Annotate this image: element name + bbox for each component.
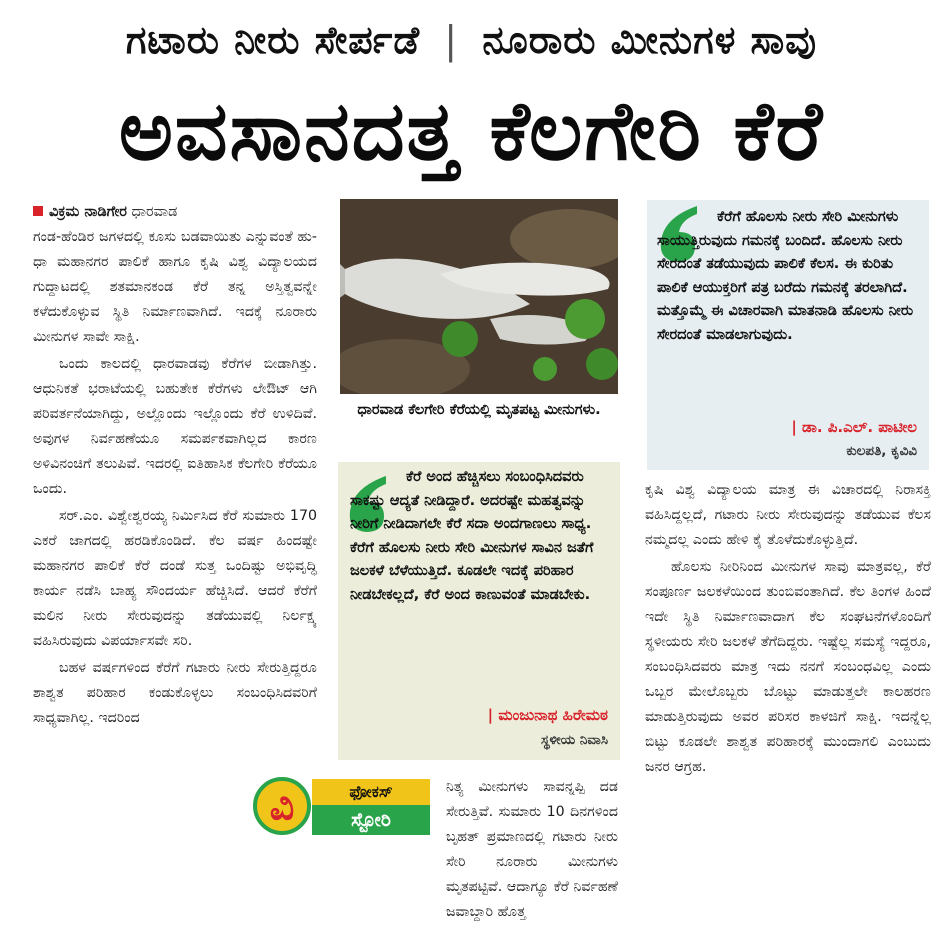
badge-story: ಸ್ಟೋರಿ xyxy=(312,805,430,835)
col1-paragraph-1: ಗಂಡ-ಹೆಂಡಿರ ಜಗಳದಲ್ಲಿ ಕೂಸು ಬಡವಾಯಿತು ಎನ್ನುವಂತೆ ಹು-ಧಾ ಮಹಾನಗರ ಪಾಲಿಕೆ ಹಾಗೂ ಕೃಷಿ ವಿಶ್ವ ವಿದ್ಯಾಲಯದ ಗುದ್ದಾಟದಲ್ಲಿ ಶತಮಾನಕಂಡ ಕೆರೆ ತನ್ನ ಅಸ್ತಿತ್ವವನ್ನೇ ಕಳೆದುಕೊಳ್ಳುವ ಸ್ಥಿತಿ ನಿರ್ಮಾಣವಾಗಿದೆ. ಇದಕ್ಕೆ ನೂರಾರು ಮೀನುಗಳ ಸಾವೇ ಸಾಕ್ಷಿ. xyxy=(33,229,317,345)
col1-paragraph-2: ಒಂದು ಕಾಲದಲ್ಲಿ ಧಾರವಾಡವು ಕೆರೆಗಳ ಬೀಡಾಗಿತ್ತು. ಆಧುನಿಕತೆ ಭರಾಟೆಯಲ್ಲಿ ಬಹುತೇಕ ಕೆರೆಗಳು ಲೇಔಟ್ ಆಗಿ ಪರಿವರ್ತನೆಯಾಗಿದ್ದು, ಅಲ್ಲೊಂದು ಇಲ್ಲೊಂದು ಕೆರೆ ಉಳಿದಿವೆ. ಅವುಗಳ ನಿರ್ವಹಣೆಯೂ ಸಮರ್ಪಕವಾಗಿಲ್ಲದ ಕಾರಣ ಅಳಿವಿನಂಚಿಗೆ ತಲುಪಿವೆ. ಇದರಲ್ಲಿ ಐತಿಹಾಸಿಕ ಕೆಲಗೇರಿ ಕೆರೆಯೂ ಒಂದು. xyxy=(33,356,317,497)
vk-badge xyxy=(253,777,311,835)
quote-resident-text: ಕೆರೆ ಅಂದ ಹೆಚ್ಚಿಸಲು ಸಂಬಂಧಿಸಿದವರು ಸಾಕಷ್ಟು ಆದ್ಯತೆ ನೀಡಿದ್ದಾರೆ. ಅದರಷ್ಟೇ ಮಹತ್ವವನ್ನು ನೀರಿಗೆ ನೀಡಿದಾಗಲೇ ಕೆರೆ ಸದಾ ಅಂದಗಾಣಲು ಸಾಧ್ಯ. ಕೆರೆಗೆ ಹೊಲಸು ನೀರು ಸೇರಿ ಮೀನುಗಳ ಸಾವಿನ ಜತೆಗೆ ಜಲಕಳೆ ಬೆಳೆಯುತ್ತಿದೆ. ಕೂಡಲೇ ಇದಕ್ಕೆ ಪರಿಹಾರ ನೀಡಬೇಕಲ್ಲದೆ, ಕೆರೆ ಅಂದ ಕಾಣುವಂತೆ ಮಾಡಬೇಕು. xyxy=(350,469,594,603)
byline-marker-icon xyxy=(33,206,43,216)
quote-box-vc xyxy=(647,200,929,470)
column-3 xyxy=(645,478,931,782)
byline xyxy=(33,200,317,225)
kicker-separator: | xyxy=(444,18,459,62)
column-2 xyxy=(446,775,618,927)
column-1 xyxy=(33,200,317,733)
col1-paragraph-3: ಸರ್.ಎಂ. ವಿಶ್ವೇಶ್ವರಯ್ಯ ನಿರ್ಮಿಸಿದ ಕೆರೆ ಸುಮಾರು 170 ಎಕರೆ ಜಾಗದಲ್ಲಿ ಹರಡಿಕೊಂಡಿದೆ. ಕೆಲ ವರ್ಷ ಹಿಂದಷ್ಟೇ ಮಹಾನಗರ ಪಾಲಿಕೆ ಕೆರೆ ದಂಡೆ ಸುತ್ತ ಒಂದಿಷ್ಟು ಅಭಿವೃದ್ಧಿ ಕಾರ್ಯ ನಡೆಸಿ ಬಾಹ್ಯ ಸೌಂದರ್ಯ ಹೆಚ್ಚಿಸಿದೆ. ಆದರೆ ಕೆರೆಗೆ ಮಲಿನ ನೀರು ಸೇರುವುದನ್ನು ತಡೆಯುವಲ್ಲಿ ನಿರ್ಲಕ್ಷ್ಯ ವಹಿಸಿರುವುದು ವಿಪರ್ಯಾಸವೇ ಸರಿ. xyxy=(33,508,317,649)
kicker xyxy=(0,12,943,68)
quote-vc-role: ಕುಲಪತಿ, ಕೃವಿವಿ xyxy=(846,443,917,459)
photo-caption: ಧಾರವಾಡ ಕೆಲಗೇರಿ ಕೆರೆಯಲ್ಲಿ ಮೃತಪಟ್ಟ ಮೀನುಗಳು. xyxy=(357,402,601,418)
badge-letter: ವಿ xyxy=(269,784,295,828)
col3-paragraph-2: ಹೊಲಸು ನೀರಿನಿಂದ ಮೀನುಗಳ ಸಾವು ಮಾತ್ರವಲ್ಲ, ಕೆರೆ ಸಂಪೂರ್ಣ ಜಲಕಳೆಯಿಂದ ತುಂಬಿವಂತಾಗಿದೆ. ಕೆಲ ತಿಂಗಳ ಹಿಂದೆ ಇದೇ ಸ್ಥಿತಿ ನಿರ್ಮಾಣವಾದಾಗ ಕೆಲ ಸಂಘಟನೆಗಳೊಂದಿಗೆ ಸ್ಥಳೀಯರು ಸೇರಿ ಜಲಕಳೆ ತೆಗೆದಿದ್ದರು. ಇಷ್ಟೆಲ್ಲ ಸಮಸ್ಯೆ ಇದ್ದರೂ, ಸಂಬಂಧಿಸಿದವರು ಮಾತ್ರ ಇದು ನನಗೆ ಸಂಬಂಧವಿಲ್ಲ ಎಂದು ಒಬ್ಬರ ಮೇಲೊಬ್ಬರು ಬೊಟ್ಟು ಮಾಡುತ್ತಲೇ ಕಾಲಹರಣ ಮಾಡುತ್ತಿರುವುದು ಅವರ ಪರಿಸರ ಕಾಳಜಿಗೆ ಸಾಕ್ಷಿ. ಇದನ್ನೆಲ್ಲ ಬಿಟ್ಟು ಕೂಡಲೇ ಶಾಶ್ವತ ಪರಿಹಾರಕ್ಕೆ ಮುಂದಾಗಲಿ ಎಂಬುದು ಜನರ ಆಗ್ರಹ. xyxy=(645,559,931,775)
quote-vc-text: ಕೆರೆಗೆ ಹೊಲಸು ನೀರು ಸೇರಿ ಮೀನುಗಳು ಸಾಯುತ್ತಿರುವುದು ಗಮನಕ್ಕೆ ಬಂದಿದೆ. ಹೊಲಸು ನೀರು ಸೇರದಂತೆ ತಡೆಯುವುದು ಪಾಲಿಕೆ ಕೆಲಸ. ಈ ಕುರಿತು ಪಾಲಿಕೆ ಆಯುಕ್ತರಿಗೆ ಪತ್ರ ಬರೆದು ಗಮನಕ್ಕೆ ತರಲಾಗಿದೆ. ಮತ್ತೊಮ್ಮೆ ಈ ವಿಚಾರವಾಗಿ ಮಾತನಾಡಿ ಹೊಲಸು ನೀರು ಸೇರದಂತೆ ಮಾಡಲಾಗುವುದು. xyxy=(657,209,914,343)
headline: ಅವಸಾನದತ್ತ ಕೆಲಗೇರಿ ಕೆರೆ xyxy=(118,84,825,179)
col2-paragraph-1: ನಿತ್ಯ ಮೀನುಗಳು ಸಾವನ್ನಪ್ಪಿ ದಡ ಸೇರುತ್ತಿವೆ. ಸುಮಾರು 10 ದಿನಗಳಿಂದ ಬೃಹತ್ ಪ್ರಮಾಣದಲ್ಲಿ ಗಟಾರು ನೀರು ಸೇರಿ ನೂರಾರು ಮೀನುಗಳು ಮೃತಪಟ್ಟಿವೆ. ಆದಾಗ್ಯೂ ಕೆರೆ ನಿರ್ವಹಣೆ ಜವಾಬ್ದಾರಿ ಹೊತ್ತ xyxy=(446,779,618,920)
fish-photo xyxy=(340,199,618,394)
quote-box-resident xyxy=(338,462,620,760)
quote-resident-role: ಸ್ಥಳೀಯ ನಿವಾಸಿ xyxy=(540,732,608,748)
col1-paragraph-4: ಬಹಳ ವರ್ಷಗಳಿಂದ ಕೆರೆಗೆ ಗಟಾರು ನೀರು ಸೇರುತ್ತಿದ್ದರೂ ಶಾಶ್ವತ ಪರಿಹಾರ ಕಂಡುಕೊಳ್ಳಲು ಸಂಬಂಧಿಸಿದವರಿಗೆ ಸಾಧ್ಯವಾಗಿಲ್ಲ. ಇದರಿಂದ xyxy=(33,660,317,726)
badge-focus: ಫೋಕಸ್ xyxy=(312,779,430,805)
kicker-left: ಗಟಾರು ನೀರು ಸೇರ್ಪಡೆ xyxy=(125,18,421,62)
dead-fish-image xyxy=(340,199,618,394)
col3-paragraph-1: ಕೃಷಿ ವಿಶ್ವ ವಿದ್ಯಾಲಯ ಮಾತ್ರ ಈ ವಿಚಾರದಲ್ಲಿ ನಿರಾಸಕ್ತಿ ವಹಿಸಿದ್ದಲ್ಲದೆ, ಗಟಾರು ನೀರು ಸೇರುವುದನ್ನು ತಡೆಯುವ ಕೆಲಸ ನಮ್ಮದಲ್ಲ ಎಂದು ಹೇಳಿ ಕೈ ತೊಳೆದುಕೊಳ್ಳುತ್ತಿದೆ. xyxy=(645,482,931,548)
quote-vc-name: | ಡಾ. ಪಿ.ಎಲ್. ಪಾಟೀಲ xyxy=(791,418,917,436)
quote-resident-name: | ಮಂಜುನಾಥ ಹಿರೇಮಠ xyxy=(487,706,608,724)
byline-place: ಧಾರವಾಡ xyxy=(131,204,178,220)
byline-author: ವಿಕ್ರಮ ನಾಡಿಗೇರ xyxy=(49,204,127,220)
kicker-right: ನೂರಾರು ಮೀನುಗಳ ಸಾವು xyxy=(482,18,818,62)
